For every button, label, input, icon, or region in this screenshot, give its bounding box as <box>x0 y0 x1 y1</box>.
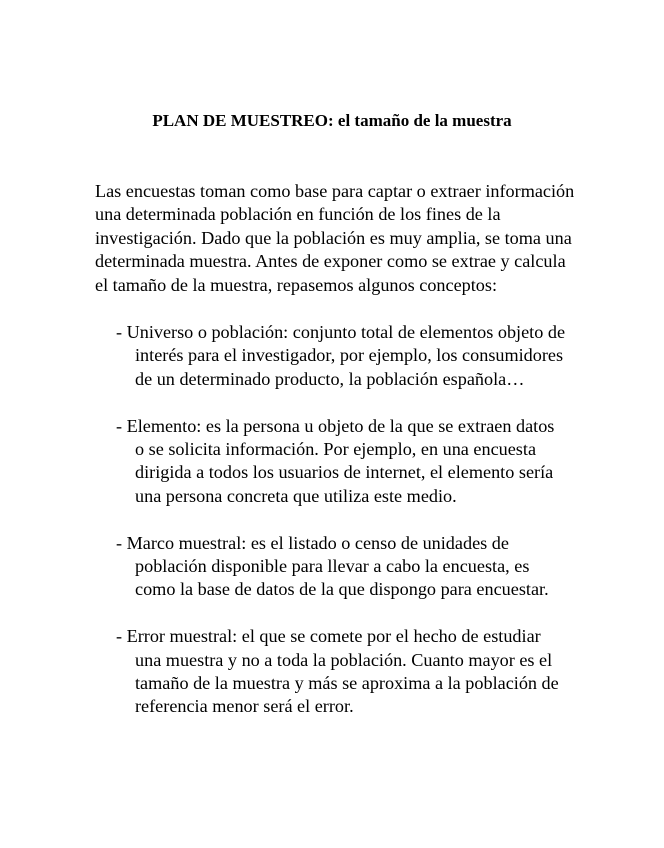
concept-universo: - Universo o población: conjunto total de elementos objeto de interés para el investigador, por ejemplo, los consumidores de un determinado producto, la población española… <box>116 322 566 389</box>
concept-elemento: - Elemento: es la persona u objeto de la que se extraen datos o se solicita información. Por ejemplo, en una encuesta dirigida a todos los usuarios de internet, el elemento sería una persona concreta que utiliza este medio. <box>116 415 555 506</box>
concept-list <box>116 321 566 742</box>
document-title: PLAN DE MUESTREO: el tamaño de la muestra <box>152 111 512 130</box>
concept-marco-muestral: - Marco muestral: es el listado o censo de unidades de población disponible para llevar a cabo la encuesta, es como la base de datos de la que dispongo para encuestar. <box>116 532 549 600</box>
intro-paragraph: Las encuestas toman como base para captar o extraer información una determinada población en función de los fines de la investigación. Dado que la población es muy amplia, se toma una determinada muestra. Antes de exponer como se extrae y calcula el tamaño de la muestra, repasemos algunos conceptos: <box>95 181 575 295</box>
concept-error-muestral: - Error muestral: el que se comete por el hecho de estudiar una muestra y no a toda la población. Cuanto mayor es el tamaño de la muestra y más se aproxima a la población de referencia menor será el error. <box>116 626 559 717</box>
